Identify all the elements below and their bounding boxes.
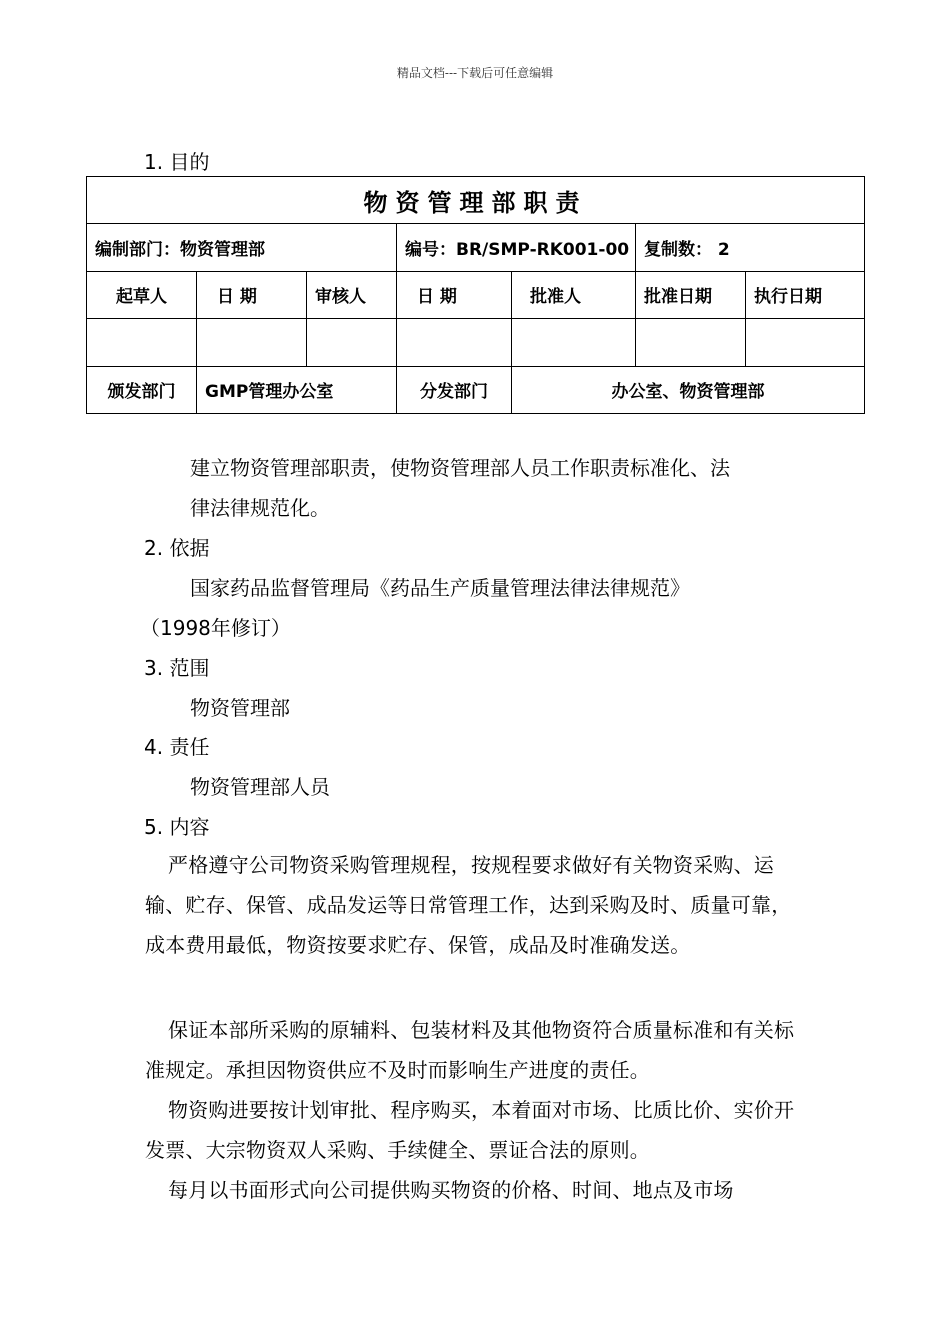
header-approval-date: 批准日期: [636, 271, 746, 318]
purpose-line-2: 律法律规范化。: [190, 496, 330, 520]
issuing-dept-value: GMP管理办公室: [197, 366, 397, 413]
content-paragraph-3: 物资购进要按计划审批、程序购买，本着面对市场、比质比价、实价开发票、大宗物资双人采购、手续健全、票证合法的原则。: [145, 1098, 795, 1162]
section-3-title: 3. 范围: [144, 656, 210, 680]
approval-date-value: [636, 319, 746, 366]
section-1-title: 1. 目的: [144, 150, 210, 174]
section-2-title: 2. 依据: [144, 536, 210, 560]
purpose-line-1: 建立物资管理部职责，使物资管理部人员工作职责标准化、法: [190, 456, 730, 480]
document-code: 编号：BR/SMP-RK001-00: [397, 224, 636, 271]
compiling-department: 编制部门：物资管理部: [87, 224, 397, 271]
reviewer-value: [307, 319, 397, 366]
scope-text: 物资管理部: [190, 696, 290, 720]
header-date-1: 日 期: [197, 271, 307, 318]
content-paragraph-4: 每月以书面形式向公司提供购买物资的价格、时间、地点及市场: [168, 1178, 734, 1202]
header-approver: 批准人: [512, 271, 636, 318]
drafter-value: [87, 319, 197, 366]
header-date-2: 日 期: [397, 271, 512, 318]
header-reviewer: 审核人: [307, 271, 397, 318]
approver-value: [512, 319, 636, 366]
responsibility-text: 物资管理部人员: [190, 775, 330, 799]
effective-date-value: [746, 319, 865, 366]
header-effective-date: 执行日期: [746, 271, 865, 318]
distribution-dept-value: 办公室、物资管理部: [512, 366, 865, 413]
copy-count: 复制数： 2: [636, 224, 865, 271]
section-4-title: 4. 责任: [144, 735, 210, 759]
page-header: 精品文档---下载后可任意编辑: [396, 66, 554, 80]
basis-line-2: （1998年修订）: [140, 616, 291, 640]
header-drafter: 起草人: [87, 271, 197, 318]
form-title: 物资管理部职责: [87, 177, 865, 224]
issuing-dept-label: 颁发部门: [87, 366, 197, 413]
basis-line-1: 国家药品监督管理局《药品生产质量管理法律法律规范》: [190, 576, 690, 600]
date-2-value: [397, 319, 512, 366]
content-paragraph-2: 保证本部所采购的原辅料、包装材料及其他物资符合质量标准和有关标准规定。承担因物资供应不及时而影响生产进度的责任。: [145, 1018, 795, 1082]
document-control-table: [86, 176, 865, 414]
date-1-value: [197, 319, 307, 366]
section-5-title: 5. 内容: [144, 815, 210, 839]
distribution-dept-label: 分发部门: [397, 366, 512, 413]
content-paragraph-1: 严格遵守公司物资采购管理规程，按规程要求做好有关物资采购、运输、贮存、保管、成品发运等日常管理工作，达到采购及时、质量可靠，成本费用最低，物资按要求贮存、保管，成品及时准确发送。: [145, 853, 792, 957]
